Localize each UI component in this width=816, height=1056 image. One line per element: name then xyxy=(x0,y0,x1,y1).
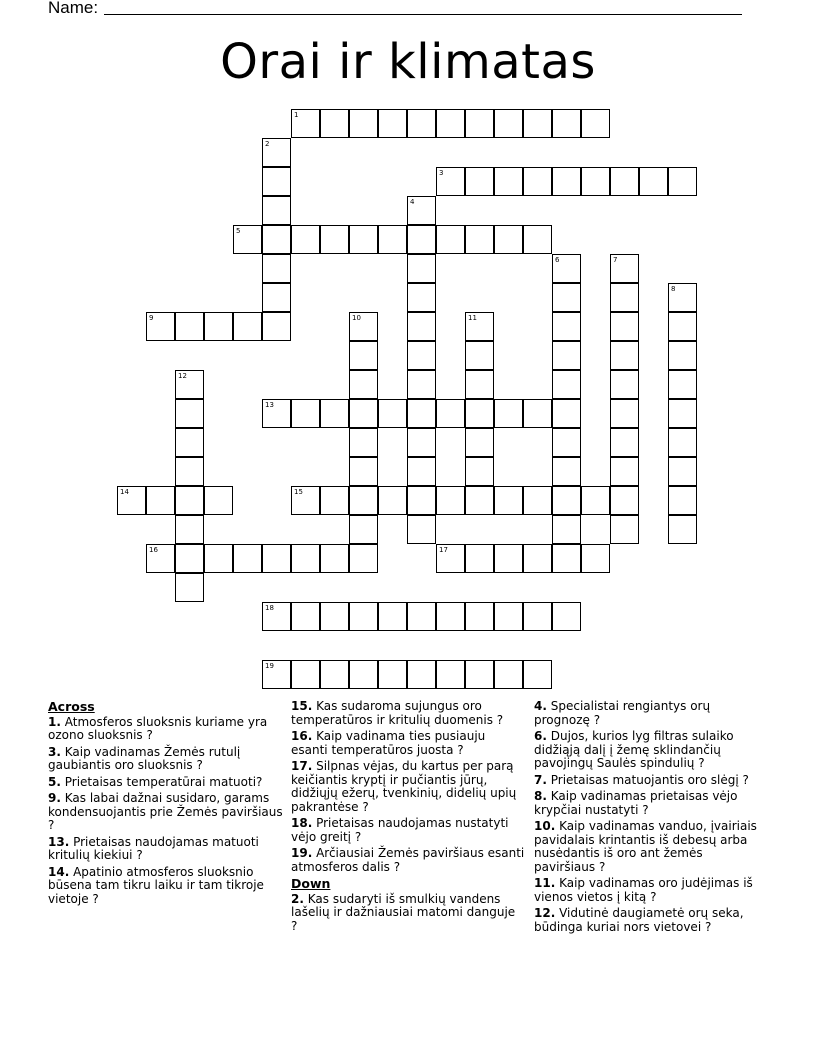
clue-item xyxy=(291,730,525,757)
crossword-cell[interactable] xyxy=(610,167,639,196)
crossword-cell[interactable] xyxy=(436,544,465,573)
crossword-cell[interactable] xyxy=(175,515,204,544)
crossword-cell[interactable] xyxy=(552,254,581,283)
clue-item-text: Kaip vadinamas oro judėjimas iš vienos vietos į kitą ? xyxy=(534,876,753,904)
crossword-cell[interactable] xyxy=(204,544,233,573)
crossword-cell[interactable] xyxy=(436,109,465,138)
clue-number: 3 xyxy=(439,169,444,177)
crossword-cell[interactable] xyxy=(349,544,378,573)
clue-item-number: 17. xyxy=(291,759,313,773)
crossword-cell[interactable] xyxy=(349,370,378,399)
clue-number: 16 xyxy=(149,546,158,554)
crossword-cell[interactable] xyxy=(407,283,436,312)
crossword-cell[interactable] xyxy=(378,486,407,515)
crossword-cell[interactable] xyxy=(407,457,436,486)
crossword-cell[interactable] xyxy=(320,225,349,254)
crossword-cell[interactable] xyxy=(378,602,407,631)
clue-item-text: Kaip vadinamas prietaisas vėjo krypčiai nustatyti ? xyxy=(534,789,738,817)
crossword-cell[interactable] xyxy=(378,109,407,138)
clue-item xyxy=(48,776,284,790)
crossword-cell[interactable] xyxy=(494,602,523,631)
crossword-cell[interactable] xyxy=(494,167,523,196)
clue-item-text: Arčiausiai Žemės paviršiaus esanti atmosferos dalis ? xyxy=(291,846,525,874)
clue-item-number: 10. xyxy=(534,819,556,833)
crossword-cell[interactable] xyxy=(494,660,523,689)
clue-number: 1 xyxy=(294,111,299,119)
crossword-cell[interactable] xyxy=(610,312,639,341)
crossword-cell[interactable] xyxy=(581,486,610,515)
crossword-cell[interactable] xyxy=(552,515,581,544)
clue-item-number: 12. xyxy=(534,906,556,920)
clue-item-number: 7. xyxy=(534,772,547,787)
crossword-cell[interactable] xyxy=(407,660,436,689)
crossword-cell[interactable] xyxy=(175,486,204,515)
crossword-cell[interactable] xyxy=(668,283,697,312)
crossword-cell[interactable] xyxy=(581,544,610,573)
clue-item-number: 3. xyxy=(48,744,61,759)
clue-item-text: Kaip vadinamas Žemės rutulį gaubiantis oro sluoksnis ? xyxy=(48,744,241,772)
down-heading: Down xyxy=(291,876,331,891)
clue-item xyxy=(291,817,525,844)
crossword-cell[interactable] xyxy=(175,312,204,341)
clue-number: 2 xyxy=(265,140,270,148)
clue-item-text: Atmosferos sluoksnis kuriame yra ozono sluoksnis ? xyxy=(48,714,268,742)
crossword-cell[interactable] xyxy=(610,457,639,486)
crossword-cell[interactable] xyxy=(349,486,378,515)
clue-item xyxy=(534,907,764,934)
clue-number: 15 xyxy=(294,488,303,496)
crossword-cell[interactable] xyxy=(523,486,552,515)
crossword-cell[interactable] xyxy=(436,602,465,631)
clue-number: 5 xyxy=(236,227,241,235)
name-label: Name: xyxy=(48,0,99,17)
clue-number: 9 xyxy=(149,314,154,322)
crossword-cell[interactable] xyxy=(407,341,436,370)
crossword-cell[interactable] xyxy=(262,312,291,341)
crossword-cell[interactable] xyxy=(175,573,204,602)
crossword-cell[interactable] xyxy=(465,428,494,457)
crossword-cell[interactable] xyxy=(349,602,378,631)
crossword-cell[interactable] xyxy=(436,660,465,689)
clue-item xyxy=(534,877,764,904)
clue-item xyxy=(291,893,525,934)
crossword-cell[interactable] xyxy=(262,399,291,428)
clue-number: 14 xyxy=(120,488,129,496)
crossword-cell[interactable] xyxy=(552,283,581,312)
crossword-cell[interactable] xyxy=(465,312,494,341)
clue-item-text: Specialistai rengiantys orų prognozę ? xyxy=(534,699,711,727)
clue-item-number: 15. xyxy=(291,699,313,713)
crossword-cell[interactable] xyxy=(523,109,552,138)
crossword-cell[interactable] xyxy=(175,457,204,486)
down-clue-list-continued xyxy=(534,700,764,934)
clues-column-3 xyxy=(534,700,764,937)
clue-item-number: 13. xyxy=(48,834,70,849)
crossword-cell[interactable] xyxy=(349,660,378,689)
crossword-cell[interactable] xyxy=(552,544,581,573)
crossword-cell[interactable] xyxy=(494,109,523,138)
clue-item xyxy=(291,760,525,814)
crossword-cell[interactable] xyxy=(552,428,581,457)
clue-item xyxy=(48,746,284,773)
crossword-cell[interactable] xyxy=(349,109,378,138)
clue-item-text: Kas sudaroma sujungus oro temperatūros ir kritulių duomenis ? xyxy=(291,699,504,727)
across-clue-list-continued xyxy=(291,700,525,874)
clue-number: 12 xyxy=(178,372,187,380)
clue-number: 18 xyxy=(265,604,274,612)
crossword-cell[interactable] xyxy=(407,602,436,631)
clue-item-number: 14. xyxy=(48,864,70,879)
crossword-cell[interactable] xyxy=(668,428,697,457)
clue-item-text: Vidutinė daugiametė orų seka, būdinga kuriai nors vietovei ? xyxy=(534,906,744,934)
clue-item-number: 5. xyxy=(48,774,61,789)
crossword-cell[interactable] xyxy=(175,399,204,428)
crossword-cell[interactable] xyxy=(378,225,407,254)
crossword-cell[interactable] xyxy=(407,312,436,341)
across-clue-list xyxy=(48,716,284,907)
crossword-cell[interactable] xyxy=(610,254,639,283)
crossword-cell[interactable] xyxy=(233,312,262,341)
crossword-cell[interactable] xyxy=(523,225,552,254)
crossword-cell[interactable] xyxy=(552,457,581,486)
crossword-cell[interactable] xyxy=(552,167,581,196)
crossword-cell[interactable] xyxy=(581,167,610,196)
crossword-cell[interactable] xyxy=(610,283,639,312)
clue-number: 7 xyxy=(613,256,618,264)
clue-number: 6 xyxy=(555,256,560,264)
crossword-cell[interactable] xyxy=(146,486,175,515)
crossword-cell[interactable] xyxy=(465,109,494,138)
clue-item-text: Prietaisas naudojamas nustatyti vėjo greitį ? xyxy=(291,816,509,844)
crossword-cell[interactable] xyxy=(175,370,204,399)
crossword-cell[interactable] xyxy=(291,109,320,138)
crossword-cell[interactable] xyxy=(378,660,407,689)
crossword-cell[interactable] xyxy=(320,109,349,138)
crossword-cell[interactable] xyxy=(320,544,349,573)
clue-item xyxy=(48,836,284,863)
crossword-cell[interactable] xyxy=(407,254,436,283)
crossword-cell[interactable] xyxy=(407,486,436,515)
crossword-cell[interactable] xyxy=(552,109,581,138)
crossword-cell[interactable] xyxy=(552,370,581,399)
crossword-cell[interactable] xyxy=(523,544,552,573)
clues-column-1 xyxy=(48,700,284,909)
clue-number: 10 xyxy=(352,314,361,322)
crossword-cell[interactable] xyxy=(117,486,146,515)
crossword-cell[interactable] xyxy=(349,399,378,428)
crossword-cell[interactable] xyxy=(465,399,494,428)
clue-item-text: Kaip vadinamas vanduo, įvairiais pavidalais krintantis iš debesų arba nusėdantis iš oro ant žemės paviršiaus ? xyxy=(534,819,757,874)
crossword-cell[interactable] xyxy=(291,399,320,428)
crossword-cell[interactable] xyxy=(262,283,291,312)
clue-number: 8 xyxy=(671,285,676,293)
crossword-cell[interactable] xyxy=(146,312,175,341)
crossword-cell[interactable] xyxy=(349,225,378,254)
clue-item-text: Prietaisas matuojantis oro slėgį ? xyxy=(546,772,749,787)
crossword-cell[interactable] xyxy=(291,544,320,573)
clue-item-number: 11. xyxy=(534,876,556,890)
clues-column-2 xyxy=(291,700,525,936)
crossword-cell[interactable] xyxy=(233,225,262,254)
crossword-cell[interactable] xyxy=(465,370,494,399)
crossword-cell[interactable] xyxy=(349,428,378,457)
crossword-cell[interactable] xyxy=(639,167,668,196)
crossword-cell[interactable] xyxy=(552,486,581,515)
clue-number: 17 xyxy=(439,546,448,554)
crossword-cell[interactable] xyxy=(291,602,320,631)
crossword-cell[interactable] xyxy=(668,341,697,370)
crossword-cell[interactable] xyxy=(465,225,494,254)
clue-item xyxy=(534,820,764,874)
crossword-cell[interactable] xyxy=(262,544,291,573)
clue-item-text: Kaip vadinama ties pusiauju esanti temperatūros juosta ? xyxy=(291,729,486,757)
crossword-cell[interactable] xyxy=(407,109,436,138)
crossword-cell[interactable] xyxy=(668,457,697,486)
crossword-cell[interactable] xyxy=(668,486,697,515)
crossword-cell[interactable] xyxy=(436,167,465,196)
crossword-cell[interactable] xyxy=(610,399,639,428)
crossword-cell[interactable] xyxy=(523,399,552,428)
crossword-cell[interactable] xyxy=(668,167,697,196)
crossword-cell[interactable] xyxy=(262,660,291,689)
clue-item xyxy=(48,866,284,907)
crossword-cell[interactable] xyxy=(494,486,523,515)
crossword-cell[interactable] xyxy=(523,660,552,689)
crossword-cell[interactable] xyxy=(668,515,697,544)
crossword-cell[interactable] xyxy=(436,486,465,515)
crossword-cell[interactable] xyxy=(291,660,320,689)
crossword-cell[interactable] xyxy=(436,225,465,254)
crossword-cell[interactable] xyxy=(407,515,436,544)
crossword-cell[interactable] xyxy=(668,312,697,341)
crossword-cell[interactable] xyxy=(349,341,378,370)
crossword-cell[interactable] xyxy=(552,312,581,341)
clue-item xyxy=(534,774,764,788)
crossword-cell[interactable] xyxy=(407,399,436,428)
clue-item-number: 16. xyxy=(291,729,313,743)
clue-item xyxy=(534,700,764,727)
crossword-cell[interactable] xyxy=(494,399,523,428)
crossword-cell[interactable] xyxy=(523,602,552,631)
crossword-cell[interactable] xyxy=(146,544,175,573)
crossword-cell[interactable] xyxy=(320,486,349,515)
down-clue-list xyxy=(291,893,525,934)
crossword-cell[interactable] xyxy=(523,167,552,196)
crossword-cell[interactable] xyxy=(552,602,581,631)
crossword-cell[interactable] xyxy=(407,196,436,225)
crossword-cell[interactable] xyxy=(378,399,407,428)
crossword-cell[interactable] xyxy=(175,544,204,573)
crossword-cell[interactable] xyxy=(204,312,233,341)
clue-number: 4 xyxy=(410,198,415,206)
crossword-cell[interactable] xyxy=(291,486,320,515)
crossword-cell[interactable] xyxy=(465,167,494,196)
clue-item-number: 2. xyxy=(291,891,304,906)
crossword-cell[interactable] xyxy=(349,457,378,486)
clue-item xyxy=(48,716,284,743)
clue-item xyxy=(48,792,284,833)
crossword-cell[interactable] xyxy=(262,167,291,196)
crossword-cell[interactable] xyxy=(610,515,639,544)
clue-item-number: 8. xyxy=(534,789,547,803)
crossword-cell[interactable] xyxy=(262,602,291,631)
crossword-cell[interactable] xyxy=(262,138,291,167)
crossword-cell[interactable] xyxy=(320,602,349,631)
crossword-cell[interactable] xyxy=(320,399,349,428)
clue-item xyxy=(291,700,525,727)
crossword-cell[interactable] xyxy=(610,341,639,370)
crossword-cell[interactable] xyxy=(407,370,436,399)
crossword-cell[interactable] xyxy=(465,660,494,689)
crossword-cell[interactable] xyxy=(465,602,494,631)
clue-number: 13 xyxy=(265,401,274,409)
crossword-cell[interactable] xyxy=(262,196,291,225)
crossword-cell[interactable] xyxy=(407,428,436,457)
crossword-cell[interactable] xyxy=(204,486,233,515)
crossword-cell[interactable] xyxy=(262,225,291,254)
crossword-cell[interactable] xyxy=(291,225,320,254)
clue-item-text: Apatinio atmosferos sluoksnio būsena tam tikru laiku ir tam tikroje vietoje ? xyxy=(48,864,264,906)
page-title: Orai ir klimatas xyxy=(220,34,596,90)
clue-item-number: 4. xyxy=(534,699,547,713)
crossword-cell[interactable] xyxy=(668,399,697,428)
crossword-cell[interactable] xyxy=(494,544,523,573)
clue-item xyxy=(534,790,764,817)
clue-item-number: 18. xyxy=(291,816,313,830)
clue-item-text: Kas sudaryti iš smulkių vandens lašelių ir dažniausiai matomi danguje ? xyxy=(291,891,516,933)
crossword-cell[interactable] xyxy=(552,341,581,370)
clue-item-number: 1. xyxy=(48,714,61,729)
clue-number: 19 xyxy=(265,662,274,670)
across-heading: Across xyxy=(48,699,95,714)
crossword-cell[interactable] xyxy=(233,544,262,573)
clue-item-text: Dujos, kurios lyg filtras sulaiko didžiąją dalį į žemę sklindančių pavojingų Saulės spindulių ? xyxy=(534,729,734,770)
crossword-cell[interactable] xyxy=(349,515,378,544)
crossword-cell[interactable] xyxy=(436,399,465,428)
crossword-cell[interactable] xyxy=(610,370,639,399)
crossword-cell[interactable] xyxy=(320,660,349,689)
crossword-cell[interactable] xyxy=(494,225,523,254)
clue-item xyxy=(534,730,764,771)
clue-item-number: 19. xyxy=(291,846,313,860)
crossword-cell[interactable] xyxy=(610,486,639,515)
clue-item-text: Kas labai dažnai susidaro, garams kondensuojantis prie Žemės paviršiaus ? xyxy=(48,791,283,832)
clue-number: 11 xyxy=(468,314,477,322)
crossword-cell[interactable] xyxy=(581,109,610,138)
clue-item-text: Prietaisas naudojamas matuoti kritulių kiekiui ? xyxy=(48,834,259,862)
crossword-cell[interactable] xyxy=(465,486,494,515)
crossword-cell[interactable] xyxy=(465,544,494,573)
crossword-cell[interactable] xyxy=(349,312,378,341)
crossword-cell[interactable] xyxy=(552,399,581,428)
clue-item-number: 6. xyxy=(534,729,547,743)
crossword-cell[interactable] xyxy=(407,225,436,254)
crossword-cell[interactable] xyxy=(668,370,697,399)
crossword-cell[interactable] xyxy=(610,428,639,457)
clue-item-text: Prietaisas temperatūrai matuoti? xyxy=(60,774,263,789)
crossword-cell[interactable] xyxy=(175,428,204,457)
clue-item-text: Silpnas vėjas, du kartus per parą keičiantis kryptį ir pučiantis jūrų, didžiųjų ežerų, tvenkinių, didelių upių pakrantėse ? xyxy=(291,759,517,814)
crossword-cell[interactable] xyxy=(465,457,494,486)
clue-item-number: 9. xyxy=(48,791,61,805)
crossword-cell[interactable] xyxy=(465,341,494,370)
crossword-cell[interactable] xyxy=(262,254,291,283)
clue-item xyxy=(291,847,525,874)
